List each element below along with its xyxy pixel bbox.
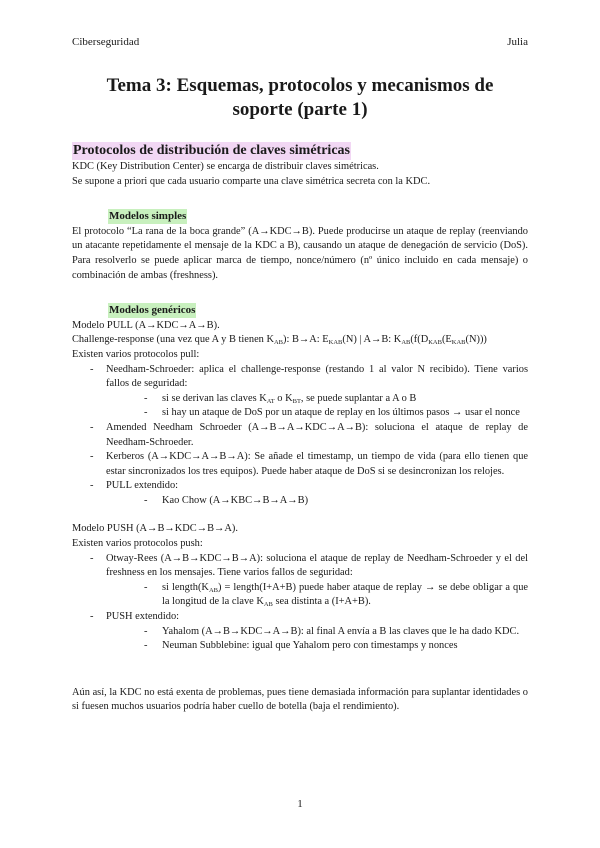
list-item: - PULL extendido: - Kao Chow (A→KBC→B→A→B) [72, 479, 528, 508]
closing-paragraph: Aún así, la KDC no está exenta de problemas, pues tiene demasiada información para suplantar identidades o si fuesen muchos usuarios podría haber cuello de botella (baja el rendimiento). [72, 686, 528, 713]
document-body [72, 142, 528, 715]
list-item: - Kerberos (A→KDC→A→B→A): Se añade el timestamp, un tiempo de vida (para ello tienen que estar sincronizados los tres equipos). Puede haber ataque de DoS si se desincronizan los relojes. [90, 451, 528, 477]
generic-models-heading: Modelos genéricos [109, 304, 196, 317]
header-subject: Ciberseguridad [72, 36, 140, 48]
challenge-response-line: Challenge-response (una vez que A y B tienen $K_{AB}$): B→A: $E_{KAB}(N)$ | A→B: $K_{AB}(f(D_{KAB}(E_{KAB}(N)))$ [72, 334, 487, 347]
page-title [72, 74, 528, 122]
title-line-2: soporte (parte 1) [232, 99, 368, 120]
list-item: - si hay un ataque de DoS por un ataque de replay en los últimos pasos → usar el nonce [144, 407, 520, 419]
push-protocols-intro: Existen varios protocolos push: [72, 538, 203, 550]
list-item: - si $length(K_{AB})$ = length(I+A+B) puede haber ataque de replay → se debe obligar a que la longitud de la clave $K_{AB}$ sea distinta a (I+A+B). [144, 581, 528, 609]
push-model-line: Modelo PUSH (A→B→KDC→B→A). [72, 523, 238, 535]
section-heading: Protocolos de distribución de claves simétricas [73, 143, 350, 158]
header-author: Julia [507, 36, 528, 48]
page-number: 1 [297, 798, 303, 810]
list-item: - Otway-Rees (A→B→KDC→B→A): soluciona el ataque de replay de Needham-Schroeder y el del freshness en los mensajes. Tiene varios fallos de seguridad: - si $length(K_{AB})$ = length(I+A+B) puede haber ataque de replay → se debe obligar a que la longitud de la clave $K_{AB}$ sea distinta a (I+A+B). [90, 552, 528, 609]
pull-model-line: Modelo PULL (A→KDC→A→B). [72, 319, 220, 331]
list-item: - Neuman Subblebine: igual que Yahalom pero con timestamps y nonces [144, 640, 458, 652]
simple-models-heading: Modelos simples [109, 210, 187, 223]
list-item: - PUSH extendido: - Yahalom (A→B→KDC→A→B): al final A envía a B las claves que le ha dado KDC. - Neuman Subblebine: igual que Yahalom pero con timestamps y nonces [72, 610, 528, 654]
title-line-1: Tema 3: Esquemas, protocolos y mecanismos de [106, 75, 494, 96]
list-item: - Yahalom (A→B→KDC→A→B): al final A envía a B las claves que le ha dado KDC. [144, 625, 520, 637]
pull-protocols-intro: Existen varios protocolos pull: [72, 348, 200, 360]
simple-models-paragraph: El protocolo “La rana de la boca grande” (A→KDC→B). Puede producirse un ataque de replay (reenviando un atacante repetidamente el mensaje de la KDC a B), causando un ataque de denegación de servicio (DoS). Para resolverlo se puede aplicar marca de tiempo, nonce/número (nº único incluido en cada mensaje) o combinación de ambas (freshness). [72, 225, 528, 281]
intro-line-2: Se supone a priori que cada usuario comparte una clave simétrica secreta con la KDC. [72, 175, 431, 187]
list-item: - Amended Needham Schroeder (A→B→A→KDC→A→B): soluciona el ataque de replay de Needham-Schroeder. [90, 421, 528, 448]
push-protocol-list [72, 552, 528, 654]
list-item: - si se derivan las claves $K_{AT}$ o $K_{BT}$, se puede suplantar a A o B [144, 392, 417, 405]
list-item: - Needham-Schroeder: aplica el challenge-response (restando 1 al valor N recibido). Tiene varios fallos de seguridad: - si se derivan las claves $K_{AT}$ o $K_{BT}$, se puede suplantar a A o B - si hay un ataque de DoS por un ataque de replay en los últimos pasos → usar el nonce [72, 363, 528, 421]
intro-line-1: KDC (Key Distribution Center) se encarga de distribuir claves simétricas. [72, 161, 379, 172]
pull-protocol-list [72, 363, 528, 509]
list-item: - Kao Chow (A→KBC→B→A→B) [144, 494, 309, 506]
